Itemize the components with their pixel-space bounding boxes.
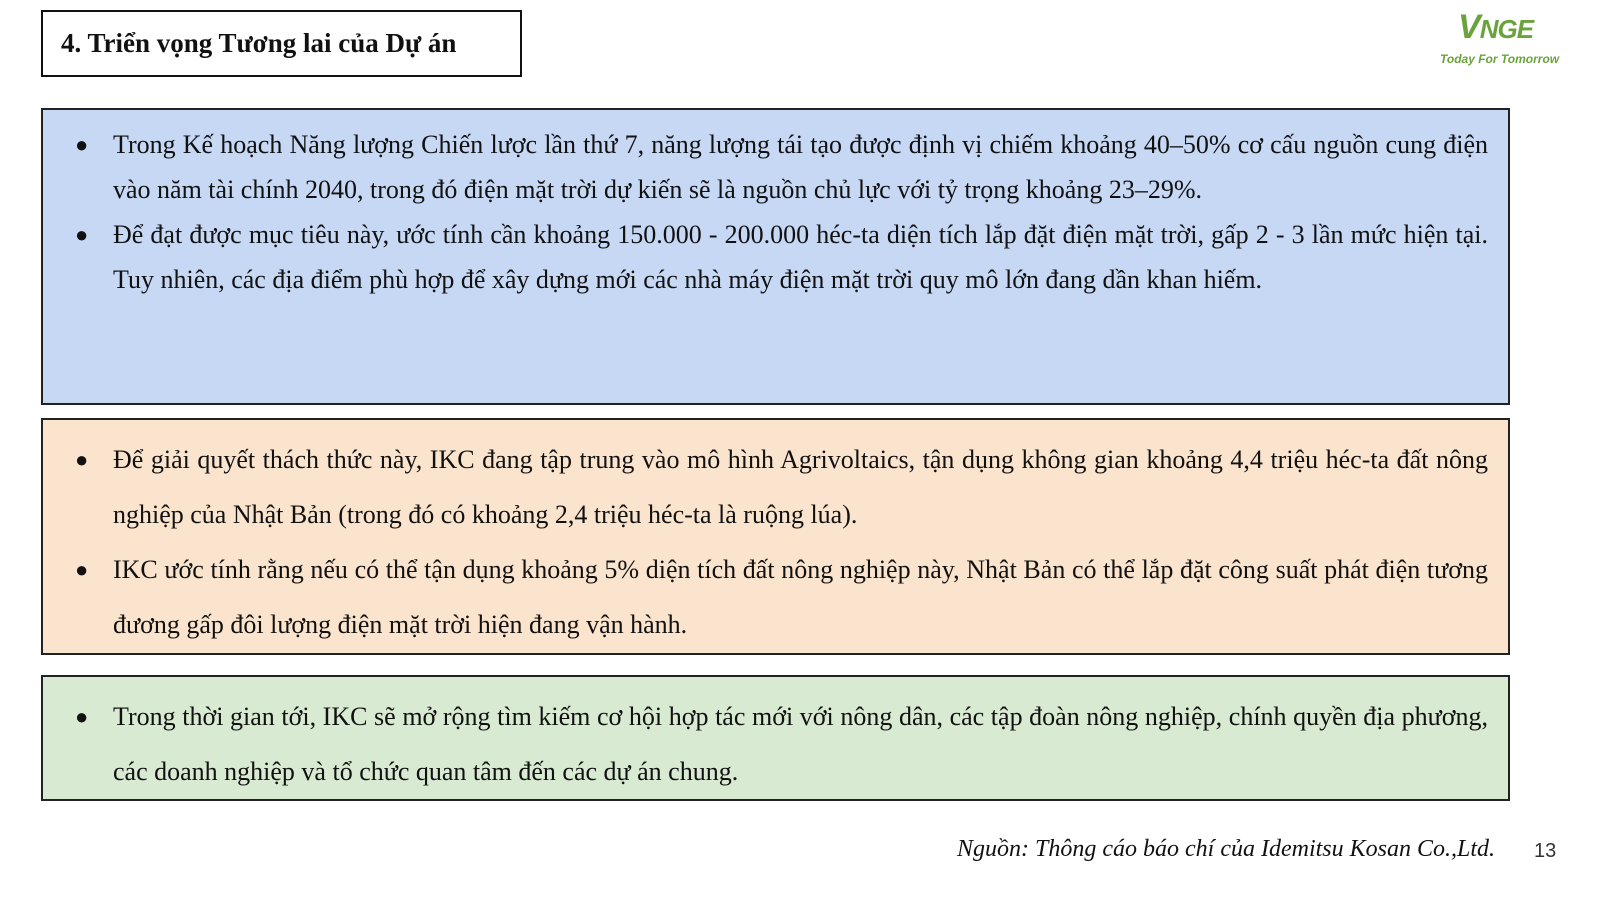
panel-agrivoltaics [41,418,1510,655]
bullet-list [71,432,1488,652]
list-item-text: Trong thời gian tới, IKC sẽ mở rộng tìm kiếm cơ hội hợp tác mới với nông dân, các tập đoàn nông nghiệp, chính quyền địa phương, các doanh nghiệp và tổ chức quan tâm đến các dự án chung. [113,702,1488,786]
list-item-text: IKC ước tính rằng nếu có thể tận dụng khoảng 5% diện tích đất nông nghiệp này, Nhật Bản có thể lắp đặt công suất phát điện tương đương gấp đôi lượng điện mặt trời hiện đang vận hành. [113,555,1488,639]
bullet-list [71,689,1488,799]
panel-strategy [41,108,1510,405]
list-item-text: Trong Kế hoạch Năng lượng Chiến lược lần thứ 7, năng lượng tái tạo được định vị chiếm khoảng 40–50% cơ cấu nguồn cung điện vào năm tài chính 2040, trong đó điện mặt trời dự kiến sẽ là nguồn chủ lực với tỷ trọng khoảng 23–29%. [113,130,1488,204]
list-item [71,432,1488,542]
page-number: 13 [1534,840,1557,862]
list-item-text: Để đạt được mục tiêu này, ước tính cần khoảng 150.000 - 200.000 héc-ta diện tích lắp đặt điện mặt trời, gấp 2 - 3 lần mức hiện tại. Tuy nhiên, các địa điểm phù hợp để xây dựng mới các nhà máy điện mặt trời quy mô lớn đang dần khan hiếm. [113,220,1488,294]
bullet-icon: ● [75,132,89,157]
list-item [71,689,1488,799]
bullet-icon: ● [75,704,89,729]
slide-title [41,10,522,77]
list-item [71,122,1488,212]
logo-mark: VNGE [1458,8,1534,46]
company-logo [1440,8,1580,70]
source-note: Nguồn: Thông cáo báo chí của Idemitsu Kosan Co.,Ltd. [957,836,1495,862]
bullet-icon: ● [75,557,89,582]
list-item [71,542,1488,652]
slide-title-text: 4. Triển vọng Tương lai của Dự án [61,28,457,58]
bullet-icon: ● [75,447,89,472]
logo-tagline: Today For Tomorrow [1440,52,1560,66]
panel-future-cooperation [41,675,1510,801]
bullet-list [71,122,1488,302]
list-item-text: Để giải quyết thách thức này, IKC đang tập trung vào mô hình Agrivoltaics, tận dụng không gian khoảng 4,4 triệu héc-ta đất nông nghiệp của Nhật Bản (trong đó có khoảng 2,4 triệu héc-ta là ruộng lúa). [113,445,1488,529]
list-item [71,212,1488,302]
bullet-icon: ● [75,222,89,247]
